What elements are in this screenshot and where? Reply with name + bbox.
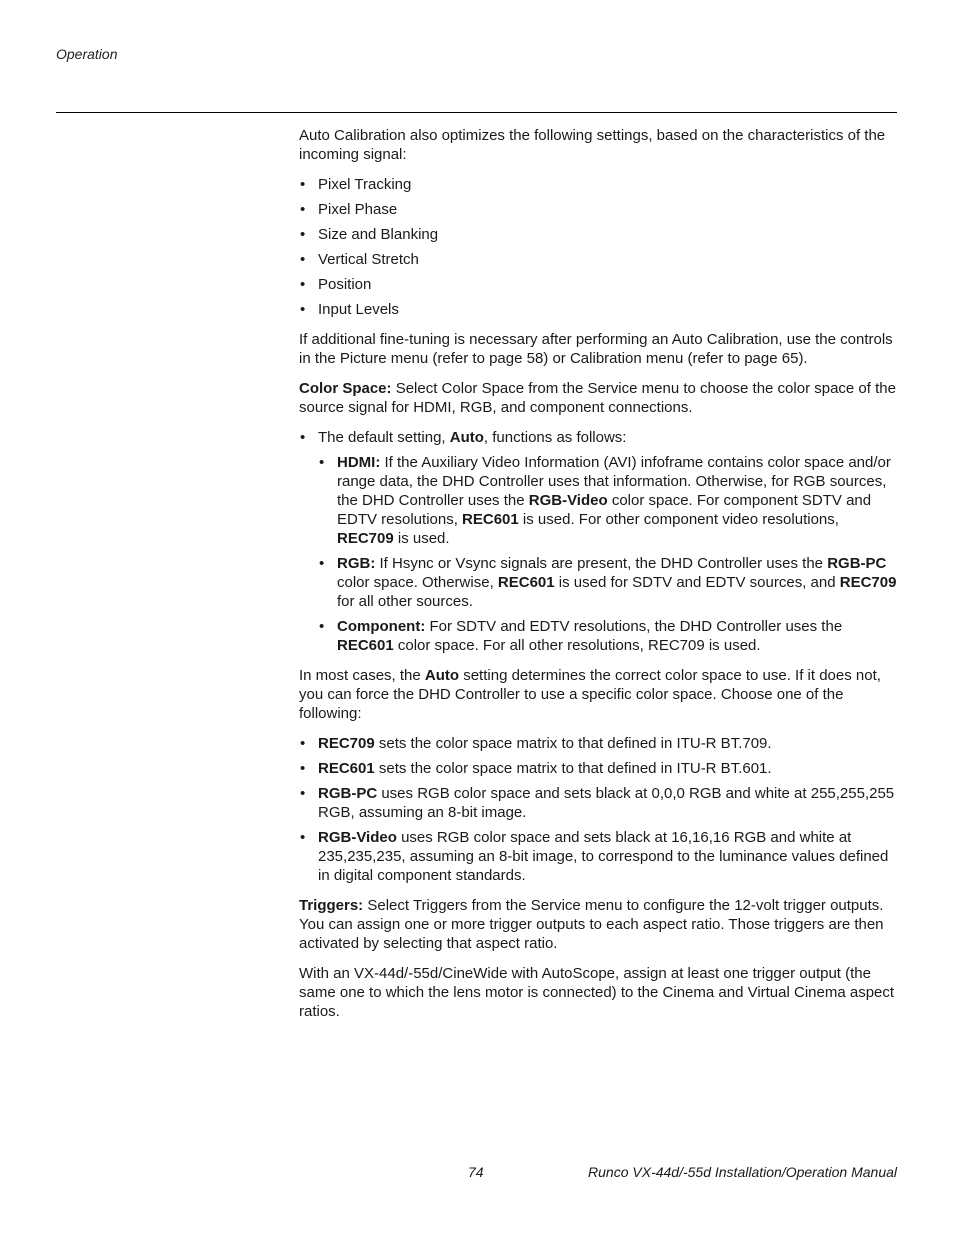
option-name: RGB-Video <box>318 829 397 846</box>
force-bold: Auto <box>424 667 460 684</box>
option-name: RGB-PC <box>318 785 378 802</box>
option-name: REC709 <box>318 735 375 752</box>
list-item <box>299 828 897 885</box>
color-space-label: Color Space: <box>299 380 392 397</box>
component-bold: REC601 <box>337 637 394 654</box>
component-item <box>318 617 897 655</box>
intro-paragraph: Auto Calibration also optimizes the following settings, based on the characteristics of the incoming signal: <box>299 127 886 163</box>
color-space-options-list <box>299 734 897 885</box>
settings-list <box>299 175 897 319</box>
hdmi-text: is used. For other component video resolutions, <box>518 511 839 528</box>
color-space-text: Select Color Space from the Service menu to choose the color space of the source signal for HDMI, RGB, and component connections. <box>299 380 896 416</box>
option-desc: sets the color space matrix to that defined in ITU-R BT.601. <box>374 760 772 777</box>
component-text: color space. For all other resolutions, REC709 is used. <box>393 637 761 654</box>
rgb-bold: REC601 <box>497 574 555 591</box>
hdmi-bold: REC709 <box>337 530 394 547</box>
list-item <box>299 734 897 753</box>
list-item <box>299 759 897 778</box>
default-post: , functions as follows: <box>483 429 627 446</box>
rgb-bold: RGB-PC <box>827 555 887 572</box>
rgb-bold: REC709 <box>839 574 897 591</box>
hdmi-bold: REC601 <box>462 511 519 528</box>
main-content <box>299 126 897 1032</box>
list-item: • Size and Blanking <box>299 225 897 244</box>
hdmi-text: color space. For component SDTV and EDTV resolutions, <box>337 492 872 528</box>
hdmi-label: HDMI: <box>337 454 381 471</box>
list-item: • Pixel Phase <box>299 200 897 219</box>
list-item: • Vertical Stretch <box>299 250 897 269</box>
option-name: REC601 <box>318 760 375 777</box>
default-setting-list <box>299 428 897 655</box>
default-bold: Auto <box>449 429 484 446</box>
auto-behavior-list <box>318 453 897 655</box>
page-number: 74 <box>468 1164 484 1180</box>
list-item: • Input Levels <box>299 300 897 319</box>
triggers-text: Select Triggers from the Service menu to configure the 12-volt trigger outputs. You can assign one or more trigger outputs to each aspect ratio. Those triggers are then activated by selecting that aspect ratio. <box>299 897 884 952</box>
default-pre: The default setting, <box>318 429 450 446</box>
component-label: Component: <box>337 618 426 635</box>
rgb-text: If Hsync or Vsync signals are present, the DHD Controller uses the <box>375 555 828 572</box>
hdmi-item <box>318 453 897 548</box>
list-item: • Position <box>299 275 897 294</box>
default-setting-item <box>299 428 897 655</box>
hdmi-text: is used. <box>393 530 450 547</box>
list-item <box>299 784 897 822</box>
rgb-item <box>318 554 897 611</box>
color-space-paragraph <box>299 379 897 417</box>
force-paragraph <box>299 666 897 723</box>
rgb-text: color space. Otherwise, <box>337 574 498 591</box>
option-desc: uses RGB color space and sets black at 16,16,16 RGB and white at 235,235,235, assuming an 8-bit image, to correspond to the luminance values defined in digital component standards. <box>318 829 889 884</box>
hdmi-text: If the Auxiliary Video Information (AVI) infoframe contains color space and/or range data, the DHD Controller uses that information. Otherwise, for RGB sources, the DHD Controller uses the <box>337 454 891 509</box>
running-header: Operation <box>56 46 118 62</box>
rgb-label: RGB: <box>337 555 376 572</box>
header-rule <box>56 112 897 113</box>
rgb-text: is used for SDTV and EDTV sources, and <box>554 574 840 591</box>
autoscope-paragraph: With an VX-44d/-55d/CineWide with AutoScope, assign at least one trigger output (the same one to which the lens motor is connected) to the Cinema and Virtual Cinema aspect ratios. <box>299 965 895 1020</box>
hdmi-bold: RGB-Video <box>528 492 608 509</box>
option-desc: uses RGB color space and sets black at 0,0,0 RGB and white at 255,255,255 RGB, assuming an 8-bit image. <box>318 785 895 821</box>
option-desc: sets the color space matrix to that defined in ITU-R BT.709. <box>374 735 772 752</box>
component-text: For SDTV and EDTV resolutions, the DHD Controller uses the <box>425 618 843 635</box>
rgb-text: for all other sources. <box>337 593 473 610</box>
triggers-label: Triggers: <box>299 897 364 914</box>
fine-tuning-paragraph: If additional fine-tuning is necessary after performing an Auto Calibration, use the controls in the Picture menu (refer to page 58) or Calibration menu (refer to page 65). <box>299 331 893 367</box>
manual-title: Runco VX-44d/-55d Installation/Operation Manual <box>588 1164 897 1180</box>
triggers-paragraph <box>299 896 897 953</box>
list-item: • Pixel Tracking <box>299 175 897 194</box>
force-text: setting determines the correct color space to use. If it does not, you can force the DHD Controller to use a specific color space. Choose one of the following: <box>299 667 881 722</box>
force-text: In most cases, the <box>299 667 425 684</box>
